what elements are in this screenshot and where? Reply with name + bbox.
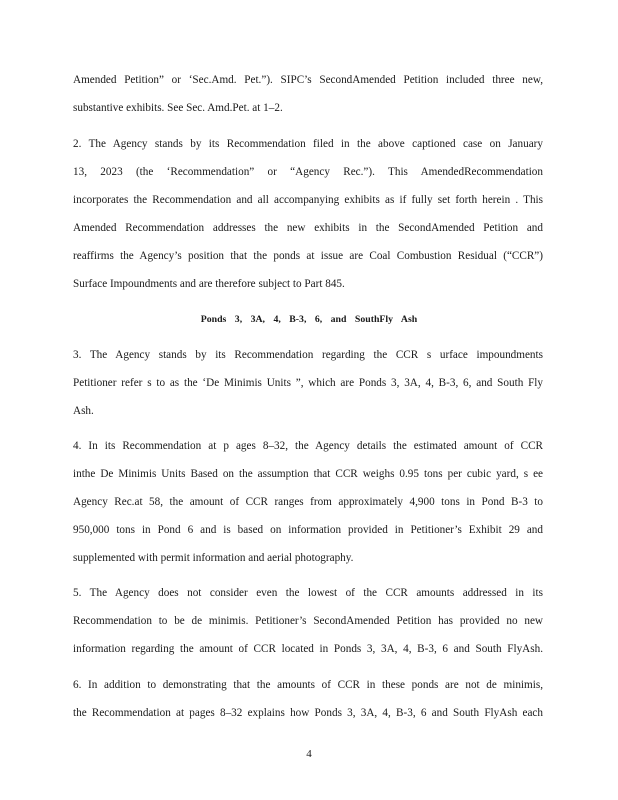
paragraph-line: 3. The Agency stands by its Recommendation regarding the CCR s urface impoundments: [73, 349, 543, 361]
page-number: 4: [306, 748, 312, 760]
paragraph-line: supplemented with permit information and aerial photography.: [73, 552, 354, 564]
paragraph-line: Ash.: [73, 405, 94, 417]
paragraph-line: reaffirms the Agency’s position that the ponds at issue are Coal Combustion Residual (“CCR”): [73, 250, 543, 262]
paragraph-line: incorporates the Recommendation and all accompanying exhibits as if fully set forth herein . This: [73, 194, 543, 206]
paragraph-line: Amended Recommendation addresses the new exhibits in the SecondAmended Petition and: [73, 222, 543, 234]
paragraph-line: Recommendation to be de minimis. Petitioner’s SecondAmended Petition has provided no new: [73, 615, 543, 627]
section-heading: Ponds 3, 3A, 4, B-3, 6, and SouthFly Ash: [200, 314, 418, 325]
paragraph-line: Amended Petition” or ‘Sec.Amd. Pet.”). SIPC’s SecondAmended Petition included three new,: [73, 74, 543, 86]
paragraph-line: information regarding the amount of CCR located in Ponds 3, 3A, 4, B-3, 6 and South FlyAsh.: [73, 643, 543, 655]
paragraph-line: 5. The Agency does not consider even the lowest of the CCR amounts addressed in its: [73, 587, 543, 599]
paragraph-line: inthe De Minimis Units Based on the assumption that CCR weighs 0.95 tons per cubic yard, s ee: [73, 468, 543, 480]
paragraph-line: 950,000 tons in Pond 6 and is based on information provided in Petitioner’s Exhibit 29 and: [73, 524, 543, 536]
paragraph-line: 6. In addition to demonstrating that the amounts of CCR in these ponds are not de minimis,: [73, 679, 543, 691]
paragraph-line: the Recommendation at pages 8–32 explains how Ponds 3, 3A, 4, B-3, 6 and South FlyAsh each: [73, 707, 543, 719]
paragraph-line: 2. The Agency stands by its Recommendation filed in the above captioned case on January: [73, 138, 543, 150]
paragraph-line: substantive exhibits. See Sec. Amd.Pet. at 1–2.: [73, 102, 283, 114]
paragraph-line: Surface Impoundments and are therefore subject to Part 845.: [73, 278, 345, 290]
paragraph-line: 4. In its Recommendation at p ages 8–32, the Agency details the estimated amount of CCR: [73, 440, 543, 452]
paragraph-line: Agency Rec.at 58, the amount of CCR ranges from approximately 4,900 tons in Pond B-3 to: [73, 496, 543, 508]
paragraph-line: Petitioner refer s to as the ‘De Minimis Units ”, which are Ponds 3, 3A, 4, B-3, 6, and South Fly: [73, 377, 543, 389]
paragraph-line: 13, 2023 (the ‘Recommendation” or “Agency Rec.”). This AmendedRecommendation: [73, 166, 543, 178]
